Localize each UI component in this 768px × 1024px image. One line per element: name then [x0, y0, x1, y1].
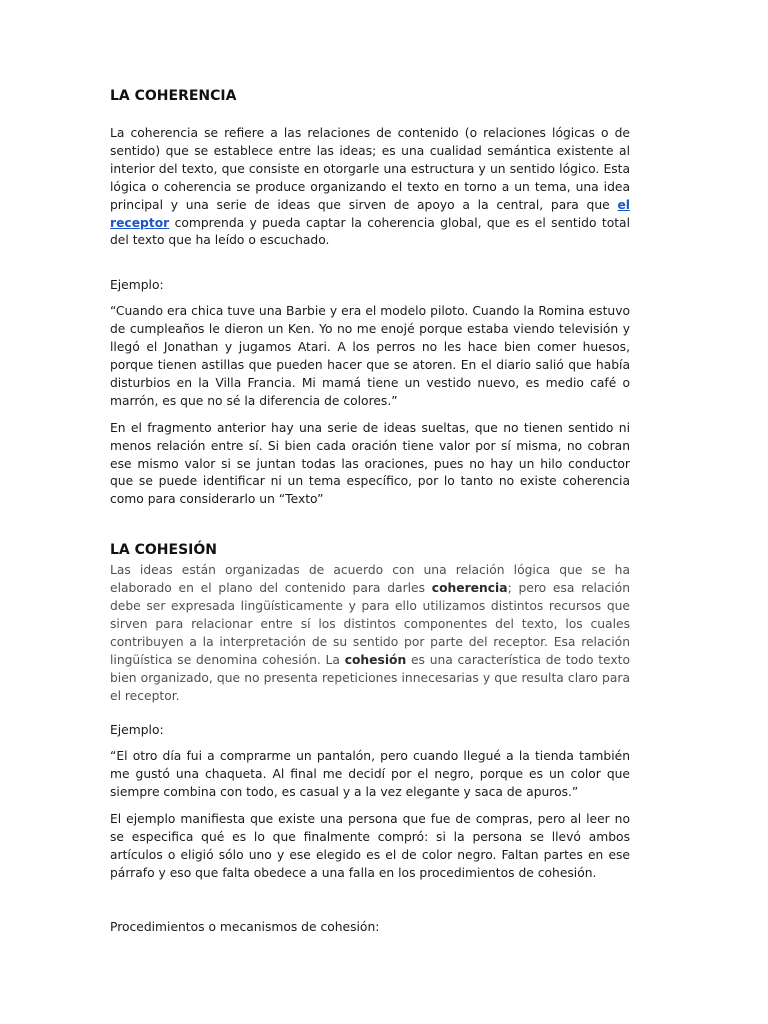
analysis-paragraph-2: El ejemplo manifiesta que existe una persona que fue de compras, pero al leer no se especifica qué es lo que finalmente compró: si la persona se llevó ambos artículos o eligió sólo uno y ese elegido es el de color negro. Faltan partes en ese párrafo y eso que falta obedece a una falla en los procedimientos de cohesión. — [110, 812, 630, 880]
cohesion-definition-paragraph — [110, 562, 630, 705]
example-text-1: “Cuando era chica tuve una Barbie y era el modelo piloto. Cuando la Romina estuvo de cumpleaños le dieron un Ken. Yo no me enojé porque estaba viendo televisión y llegó el Jonathan y jugamos Atari. A los perros no les hace bien comer huesos, porque tienen astillas que pueden hacer que se atoren. En el diario salió que había disturbios en la Villa Francia. Mi mamá tiene un vestido nuevo, es medio café o marrón, es que no sé la diferencia de colores.” — [110, 304, 630, 408]
section-title-cohesion: LA COHESIÓN — [110, 542, 217, 559]
example-text-2: “El otro día fui a comprarme un pantalón, pero cuando llegué a la tienda también me gustó una chaqueta. Al final me decidí por el negro, porque es un color que siempre combina con todo, es casual y a la vez elegante y saca de apuros.” — [110, 749, 630, 800]
definition-text-end: comprenda y pueda captar la coherencia global, que es el sentido total del texto que ha leído o escuchado. — [110, 215, 630, 248]
cohesion-bold-coherencia: coherencia — [431, 581, 508, 596]
cohesion-bold-cohesion: cohesión — [344, 652, 407, 667]
analysis-paragraph-1: En el fragmento anterior hay una serie de ideas sueltas, que no tienen sentido ni menos relación entre sí. Si bien cada oración tiene valor por sí misma, no cobran ese mismo valor si se juntan todas las oraciones, pues no hay un hilo conductor que se puede identificar ni un tema específico, por lo tanto no existe coherencia como para considerarlo un “Texto” — [110, 420, 630, 507]
coherencia-definition-paragraph — [110, 125, 630, 250]
cohesion-text-c: ; pero esa relación debe ser expresada lingüísticamente y para ello utilizamos distintos recursos que sirven para relacionar entre sí los distintos componentes del texto, los cuales contribuyen a la interpretación de su sentido por parte del receptor. Esa relación lingüística se denomina cohesión. La — [110, 581, 630, 667]
cohesion-text-a: Las ideas están organizadas de acuerdo con una relación lógica que se ha elaborado en el plano del contenido para darles — [110, 563, 630, 596]
example-label-1: Ejemplo: — [110, 278, 164, 293]
section-title-coherencia: LA COHERENCIA — [110, 88, 237, 104]
example-label-2: Ejemplo: — [110, 723, 164, 738]
cohesion-text-e: es una característica de todo texto bien organizado, que no presenta repeticiones innecesarias y que resulta claro para el receptor. — [110, 652, 631, 703]
receptor-link[interactable]: el receptor — [110, 197, 630, 230]
definition-text-start: La coherencia se refiere a las relaciones de contenido (o relaciones lógicas o de sentido) que se establece entre las ideas; es una cualidad semántica existente al interior del texto, que consiste en otorgarle una estructura y un sentido lógico. Esta lógica o coherencia se produce organizando el texto en torno a un tema, una idea principal y una serie de ideas que sirven de apoyo a la central, para que — [110, 126, 630, 212]
document-page — [110, 86, 630, 937]
procedures-heading: Procedimientos o mecanismos de cohesión: — [110, 919, 380, 934]
